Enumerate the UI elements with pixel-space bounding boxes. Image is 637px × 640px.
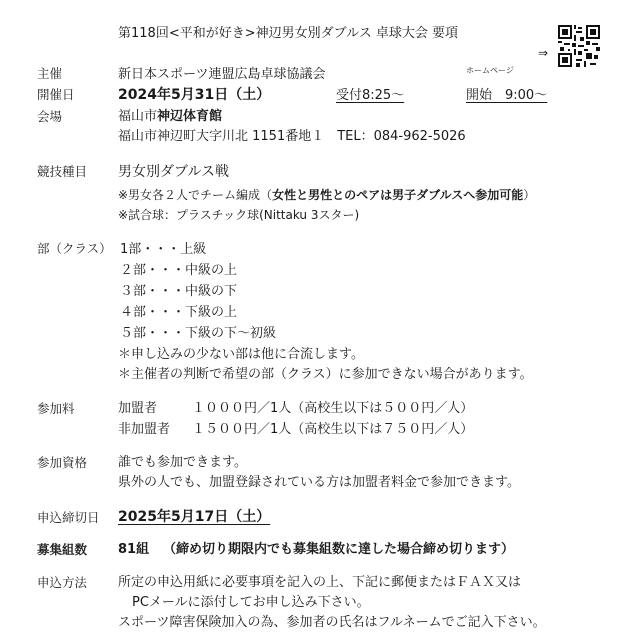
fee-member-type: 加盟者: [118, 401, 158, 416]
venue-address: 福山市神辺町大字川北 1151番地１ TEL：084-962-5026: [118, 129, 466, 144]
teams-value: 81組: [118, 542, 150, 557]
event-date: 2024年5月31日（土）: [118, 87, 271, 103]
event-label: 競技種目: [37, 164, 88, 179]
deadline-value: 2025年5月17日（土）: [118, 509, 271, 525]
venue-label: 会場: [37, 109, 63, 124]
class-item-2: ２部・・・中級の上: [120, 263, 238, 278]
organizer-value: 新日本スポーツ連盟広島卓球協議会: [118, 67, 326, 82]
eligibility-label: 参加資格: [37, 455, 88, 470]
venue-name: 神辺体育館: [157, 109, 223, 124]
class-note-1: ＊申し込みの少ない部は他に合流します。: [118, 347, 364, 362]
fee-nonmember-text: １５００円／1人（高校生以下は７５０円／人）: [192, 422, 474, 437]
eligibility-line-1: 誰でも参加できます。: [118, 455, 247, 470]
homepage-label: ホームページ: [466, 66, 514, 75]
event-note-1: [118, 189, 535, 201]
fee-member-text: １０００円／1人（高校生以下は５００円／人）: [192, 401, 474, 416]
class-item-4: ４部・・・下級の上: [120, 305, 238, 320]
reception-time: 受付8:25〜: [336, 88, 405, 103]
method-line-1: 所定の申込用紙に必要事項を記入の上、下記に郵便またはＦＡＸ又は: [118, 575, 522, 590]
qr-code-icon[interactable]: [558, 25, 600, 67]
venue-line: [118, 110, 222, 123]
teams-label: 募集組数: [37, 542, 88, 557]
event-note-1-suffix: ）: [523, 188, 536, 202]
class-item-1: 1部・・・上級: [120, 242, 207, 257]
class-item-5: ５部・・・下級の下〜初級: [120, 326, 277, 341]
fee-nonmember-type: 非加盟者: [118, 422, 171, 437]
deadline-label: 申込締切日: [37, 510, 100, 525]
organizer-label: 主催: [37, 66, 63, 81]
fee-label: 参加料: [37, 401, 75, 416]
start-time: 開始 9:00〜: [466, 88, 548, 103]
teams-note: （締め切り期限内でも募集組数に達した場合締め切ります）: [163, 542, 515, 557]
event-note-2: ※試合球：プラスチック球(Nittaku 3スター): [118, 208, 360, 222]
event-note-1-prefix: ※男女各２人でチーム編成（: [118, 188, 273, 202]
venue-city: 福山市: [118, 109, 158, 124]
event-note-1-bold: 女性と男性とのペアは男子ダブルスへ参加可能: [272, 188, 524, 202]
classes-label: 部（クラス）: [37, 241, 112, 256]
method-line-3: スポーツ障害保険加入の為、参加者の氏名はフルネームでご記入下さい。: [118, 615, 546, 630]
method-label: 申込方法: [37, 575, 88, 590]
method-line-2: PCメールに添付してお申し込み下さい。: [132, 595, 370, 610]
arrow-icon: ⇒: [538, 46, 549, 60]
class-item-3: ３部・・・中級の下: [120, 284, 238, 299]
event-value: 男女別ダブルス戦: [118, 164, 230, 180]
page-title: 第118回<平和が好き>神辺男女別ダブルス 卓球大会 要項: [118, 26, 458, 41]
class-note-2: ＊主催者の判断で希望の部（クラス）に参加できない場合があります。: [118, 367, 533, 382]
date-label: 開催日: [37, 87, 75, 102]
eligibility-line-2: 県外の人でも、加盟登録されている方は加盟者料金で参加できます。: [118, 475, 520, 490]
